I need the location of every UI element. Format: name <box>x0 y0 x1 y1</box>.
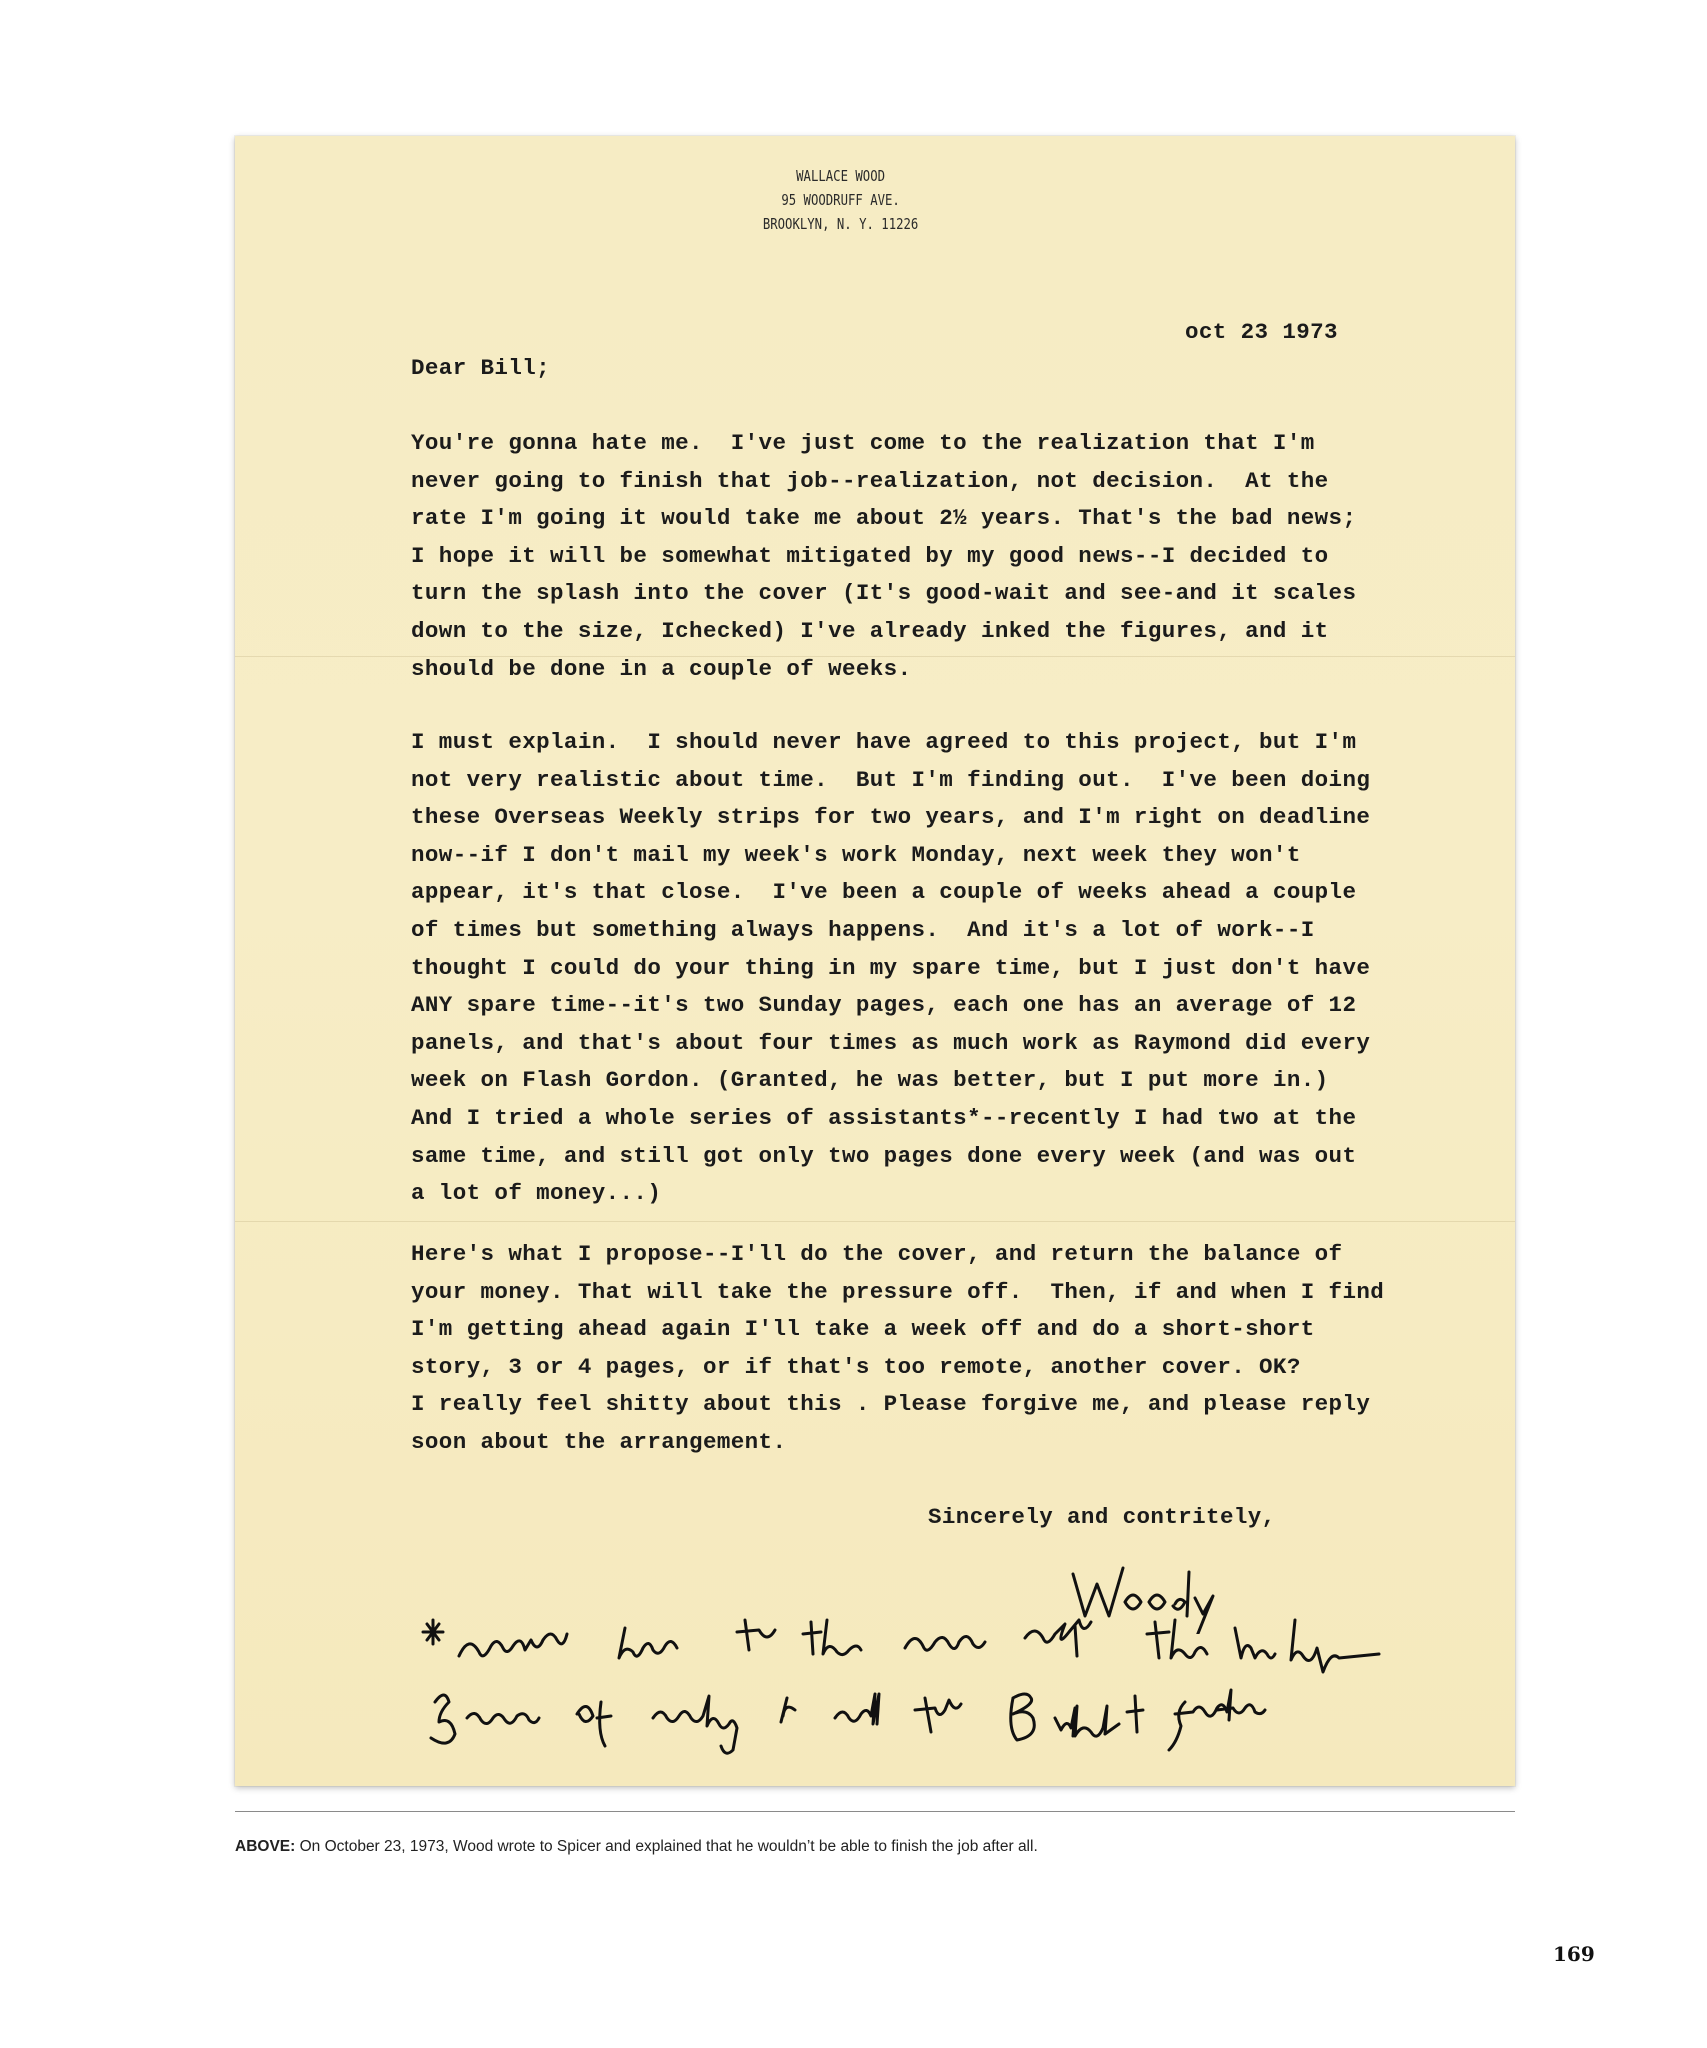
letter-salutation: Dear Bill; <box>411 355 551 381</box>
caption-lead: ABOVE: <box>235 1838 296 1855</box>
letterhead-street: 95 WOODRUFF AVE. <box>781 191 900 209</box>
handwritten-note <box>415 1606 1415 1766</box>
letterhead <box>341 164 1391 236</box>
letter-date: oct 23 1973 <box>1185 319 1338 345</box>
caption <box>235 1838 1038 1856</box>
letter-paragraph: I must explain. I should never have agreed to this project, but I'm not very realistic about time. But I'm finding out. I've been doing these Overseas Weekly strips for two years, and I'm right on deadline now--if I don't mail my week's work Monday, next week they won't appear, it's that close. I've been a couple of weeks ahead a couple of times but something always happens. And it's a lot of work--I thought I could do your thing in my spare time, but I just don't have ANY spare time--it's two Sunday pages, each one has an average of 12 panels, and that's about four times as much work as Raymond did every week on Flash Gordon. (Granted, he was better, but I put more in.) And I tried a whole series of assistants*--recently I had two at the same time, and still got only two pages done every week (and was out a lot of money...) <box>411 729 1371 1207</box>
caption-text: On October 23, 1973, Wood wrote to Spicer and explained that he wouldn’t be able to finish the job after all. <box>295 1838 1038 1855</box>
paper-fold <box>235 1221 1515 1222</box>
letter-paper <box>235 136 1515 1786</box>
letter-paragraph: You're gonna hate me. I've just come to the realization that I'm never going to finish that job--realization, not decision. At the rate I'm going it would take me about 2½ years. That's the bad news; I hope it will be somewhat mitigated by my good news--I decided to turn the splash into the cover (It's good-wait and see-and it scales down to the size, Ichecked) I've already inked the figures, and it should be done in a couple of weeks. <box>411 430 1357 682</box>
letter-paragraph: Here's what I propose--I'll do the cover, and return the balance of your money. That will take the pressure off. Then, if and when I find I'm getting ahead again I'll take a week off and do a short-short story, 3 or 4 pages, or if that's too remote, another cover. OK? I really feel shitty about this . Please forgive me, and please reply soon about the arrangement. <box>411 1241 1385 1455</box>
page-number: 169 <box>1553 1942 1595 1966</box>
letterhead-city: BROOKLYN, N. Y. 11226 <box>762 215 919 233</box>
caption-divider <box>235 1811 1515 1812</box>
letterhead-name: WALLACE WOOD <box>796 167 886 185</box>
letter-closing: Sincerely and contritely, <box>928 1504 1276 1530</box>
